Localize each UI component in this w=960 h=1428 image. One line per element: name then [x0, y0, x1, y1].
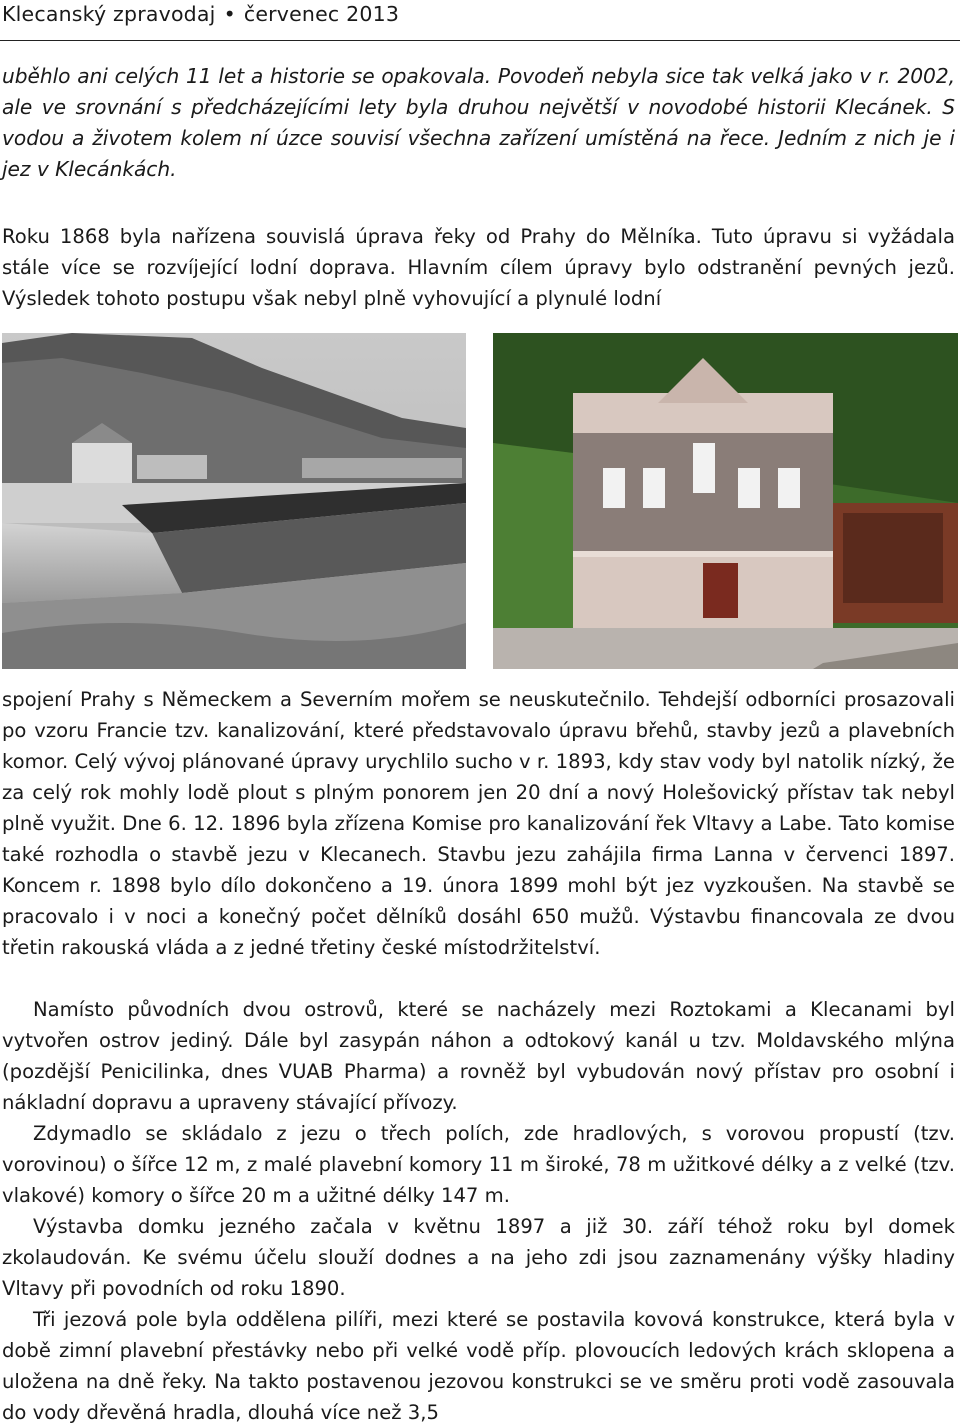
paragraph-4: Zdymadlo se skládalo z jezu o třech polích, zde hradlových, s vorovou propustí (tzv. vorovinou) o šířce 12 m, z malé plavební komory 11 m široké, 78 m užitkové délky a z velké (tzv. vlakové) komory o šířce 20 m a užitné délky 147 m. — [2, 1122, 955, 1207]
weir-keeper-house-image — [493, 333, 958, 669]
header-separator: • — [223, 2, 236, 26]
paragraph-3: Namísto původních dvou ostrovů, které se nacházely mezi Roztokami a Klecanami byl vytvořen ostrov jediný. Dále byl zasypán náhon a odtokový kanál u tzv. Moldavského mlýna (pozdější Penicilinka, dnes VUAB Pharma) a rovněž byl vybudován nový přístav pro osobní i nákladní dopravu a upraveny stávající přívozy. — [2, 998, 955, 1114]
weir-keeper-house-photo — [493, 333, 958, 669]
running-header — [2, 2, 958, 26]
header-rule — [0, 40, 960, 41]
intro-paragraph: uběhlo ani celých 11 let a historie se opakovala. Povodeň nebyla sice tak velká jako v r. 2002, ale ve srovnání s předcházejícími lety byla druhou největší v novodobé historii Klecánek. S vodou a životem kolem ní úzce souvisí všechna zařízení umístěná na řece. Jedním z nich je i jez v Klecánkách. — [2, 64, 955, 181]
issue-date: červenec 2013 — [243, 2, 400, 26]
paragraph-1: Roku 1868 byla nařízena souvislá úprava řeky od Prahy do Mělníka. Tuto úpravu si vyžádala stále více se rozvíjející lodní doprava. Hlavním cílem úpravy bylo odstranění pevných jezů. Výsledek tohoto postupu však nebyl plně vyhovující a plynulé lodní — [2, 225, 955, 310]
historic-weir-image — [2, 333, 466, 669]
publication-title: Klecanský zpravodaj — [2, 2, 216, 26]
paragraph-6: Tři jezová pole byla oddělena pilíři, mezi které se postavila kovová konstrukce, která byla v době zimní plavební přestávky nebo při velké vodě příp. plovoucích ledových krách sklopena a uložena na dně řeky. Na takto postavenou jezovou konstrukci se ve směru proti vodě zasouvala do vody dřevěná hradla, dlouhá více než 3,5 — [2, 1308, 955, 1424]
historic-weir-photo — [2, 333, 466, 669]
paragraph-2: spojení Prahy s Německem a Severním mořem se neuskutečnilo. Tehdejší odborníci prosazovali po vzoru Francie tzv. kanalizování, které představovalo úpravu břehů, stavby jezů a plavebních komor. Celý vývoj plánované úpravy urychlilo sucho v r. 1893, kdy stav vody byl natolik nízký, že za celý rok mohly lodě plout s plným ponorem jen 20 dní a nový Holešovický přístav tak nebyl plně využit. Dne 6. 12. 1896 byla zřízena Komise pro kanalizování řek Vltavy a Labe. Tato komise také rozhodla o stavbě jezu v Klecanech. Stavbu jezu zahájila firma Lanna v červenci 1897. Koncem r. 1898 bylo dílo dokončeno a 19. února 1899 mohl být jez vyzkoušen. Na stavbě se pracovalo i v noci a konečný počet dělníků dosáhl 650 mužů. Výstavbu financovala ze dvou třetin rakouská vláda a z jedné třetiny české místodržitelství. — [2, 688, 955, 959]
paragraph-5: Výstavba domku jezného začala v květnu 1897 a již 30. září téhož roku byl domek zkolaudován. Ke svému účelu slouží dodnes a na jeho zdi jsou zaznamenány výšky hladiny Vltavy při povodních od roku 1890. — [2, 1215, 955, 1300]
